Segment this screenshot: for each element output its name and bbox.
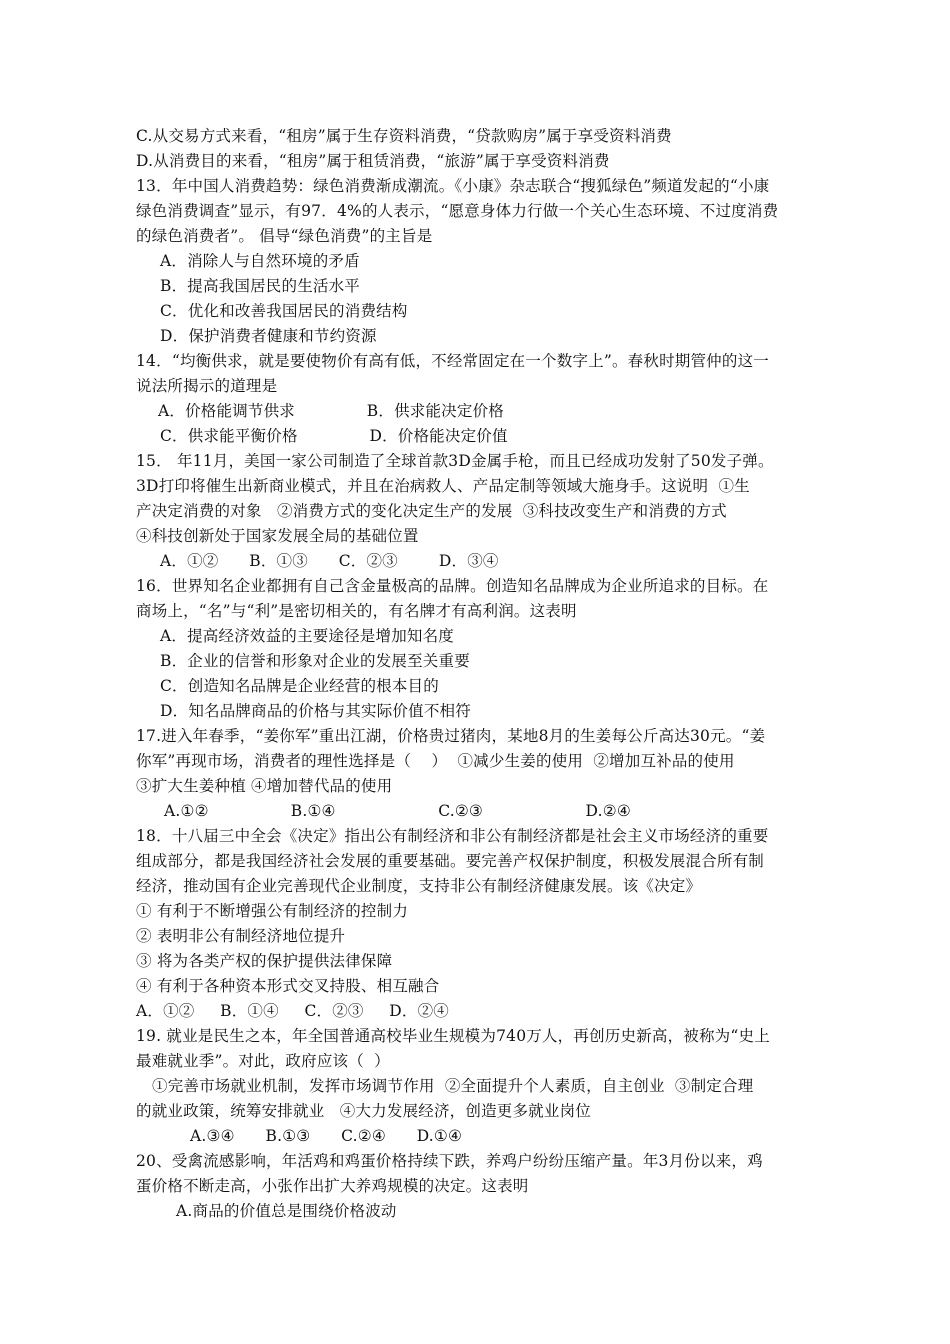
q13-option-d: D．保护消费者健康和节约资源	[160, 327, 377, 345]
q18-item-1: ① 有利于不断增强公有制经济的控制力	[136, 902, 409, 920]
q19-options: A.③④ B.①③ C.②④ D.①④	[190, 1127, 463, 1145]
q19-stem-line-2: 最难就业季”。对此，政府应该（ ）	[136, 1052, 390, 1070]
q20-stem-line-2: 蛋价格不断走高，小张作出扩大养鸡规模的决定。这表明	[136, 1177, 529, 1195]
q13-stem-line-3: 的绿色消费者”。 倡导“绿色消费”的主旨是	[136, 227, 433, 245]
q17-stem-line-2: 你军”再现市场，消费者的理性选择是（ ） ①减少生姜的使用 ②增加互补品的使用	[136, 752, 735, 770]
q15-options: A．①② B．①③ C．②③ D．③④	[160, 552, 499, 570]
q18-stem-line-1: 18．十八届三中全会《决定》指出公有制经济和非公有制经济都是社会主义市场经济的重要	[136, 827, 769, 845]
q15-stem-line-3: 产决定消费的对象 ②消费方式的变化决定生产的发展 ③科技改变生产和消费的方式	[136, 502, 727, 520]
q16-option-c: C．创造知名品牌是企业经营的根本目的	[160, 677, 439, 695]
q12-option-d: D.从消费目的来看，“租房”属于租赁消费，“旅游”属于享受资料消费	[136, 152, 610, 170]
q13-stem-line-2: 绿色消费调查”显示，有97．4%的人表示，“愿意身体力行做一个关心生态环境、不过度消费	[136, 202, 779, 220]
q18-stem-line-2: 组成部分，都是我国经济社会发展的重要基础。要完善产权保护制度，积极发展混合所有制	[136, 852, 765, 870]
q15-stem-line-1: 15． 年11月，美国一家公司制造了全球首款3D金属手枪，而且已经成功发射了50发子弹。	[136, 452, 774, 470]
q12-option-c: C.从交易方式来看，“租房”属于生存资料消费，“贷款购房”属于享受资料消费	[136, 127, 672, 145]
q18-item-4: ④ 有利于各种资本形式交叉持股、相互融合	[136, 977, 440, 995]
q19-stem-line-3: ①完善市场就业机制，发挥市场调节作用 ②全面提升个人素质，自主创业 ③制定合理	[152, 1077, 754, 1095]
q20-option-a: A.商品的价值总是围绕价格波动	[176, 1202, 397, 1220]
q14-stem-line-2: 说法所揭示的道理是	[136, 377, 278, 395]
q19-stem-line-1: 19. 就业是民生之本，年全国普通高校毕业生规模为740万人，再创历史新高，被称为“史上	[136, 1027, 770, 1045]
q13-option-a: A．消除人与自然环境的矛盾	[160, 252, 360, 270]
q16-stem-line-1: 16．世界知名企业都拥有自己含金量极高的品牌。创造知名品牌成为企业所追求的目标。在	[136, 577, 769, 595]
q16-option-d: D．知名品牌商品的价格与其实际价值不相符	[160, 702, 471, 720]
q18-options: A．①② B．①④ C．②③ D．②④	[136, 1002, 449, 1020]
q18-item-2: ② 表明非公有制经济地位提升	[136, 927, 346, 945]
q13-option-b: B．提高我国居民的生活水平	[160, 277, 360, 295]
q13-option-c: C．优化和改善我国居民的消费结构	[160, 302, 408, 320]
q20-stem-line-1: 20、受禽流感影响，年活鸡和鸡蛋价格持续下跌，养鸡户纷纷压缩产量。年3月份以来，鸡	[136, 1152, 763, 1170]
q18-stem-line-3: 经济，推动国有企业完善现代企业制度，支持非公有制经济健康发展。该《决定》	[136, 877, 702, 895]
q19-stem-line-4: 的就业政策，统筹安排就业 ④大力发展经济，创造更多就业岗位	[136, 1102, 591, 1120]
q16-stem-line-2: 商场上，“名”与“利”是密切相关的，有名牌才有高利润。这表明	[136, 602, 577, 620]
q15-stem-line-4: ④科技创新处于国家发展全局的基础位置	[136, 527, 419, 545]
q16-option-a: A．提高经济效益的主要途径是增加知名度	[160, 627, 454, 645]
q14-stem-line-1: 14．“均衡供求，就是要使物价有高有低，不经常固定在一个数字上”。春秋时期管仲的这一	[136, 352, 769, 370]
q17-options: A.①② B.①④ C.②③ D.②④	[164, 802, 631, 820]
q15-stem-line-2: 3D打印将催生出新商业模式，并且在治病救人、产品定制等领域大施身手。这说明 ①生	[136, 477, 750, 495]
q14-options-cd: C．供求能平衡价格 D．价格能决定价值	[160, 427, 508, 445]
q18-item-3: ③ 将为各类产权的保护提供法律保障	[136, 952, 393, 970]
q13-stem-line-1: 13．年中国人消费趋势：绿色消费渐成潮流。《小康》杂志联合“搜狐绿色”频道发起的“小康	[136, 177, 770, 195]
q17-stem-line-1: 17.进入年春季，“姜你军”重出江湖，价格贵过猪肉，某地8月的生姜每公斤高达30元。“姜	[136, 727, 766, 745]
q16-option-b: B．企业的信誉和形象对企业的发展至关重要	[160, 652, 470, 670]
q14-options-ab: A．价格能调节供求 B．供求能决定价格	[158, 402, 504, 420]
q17-stem-line-3: ③扩大生姜种植 ④增加替代品的使用	[136, 777, 393, 795]
